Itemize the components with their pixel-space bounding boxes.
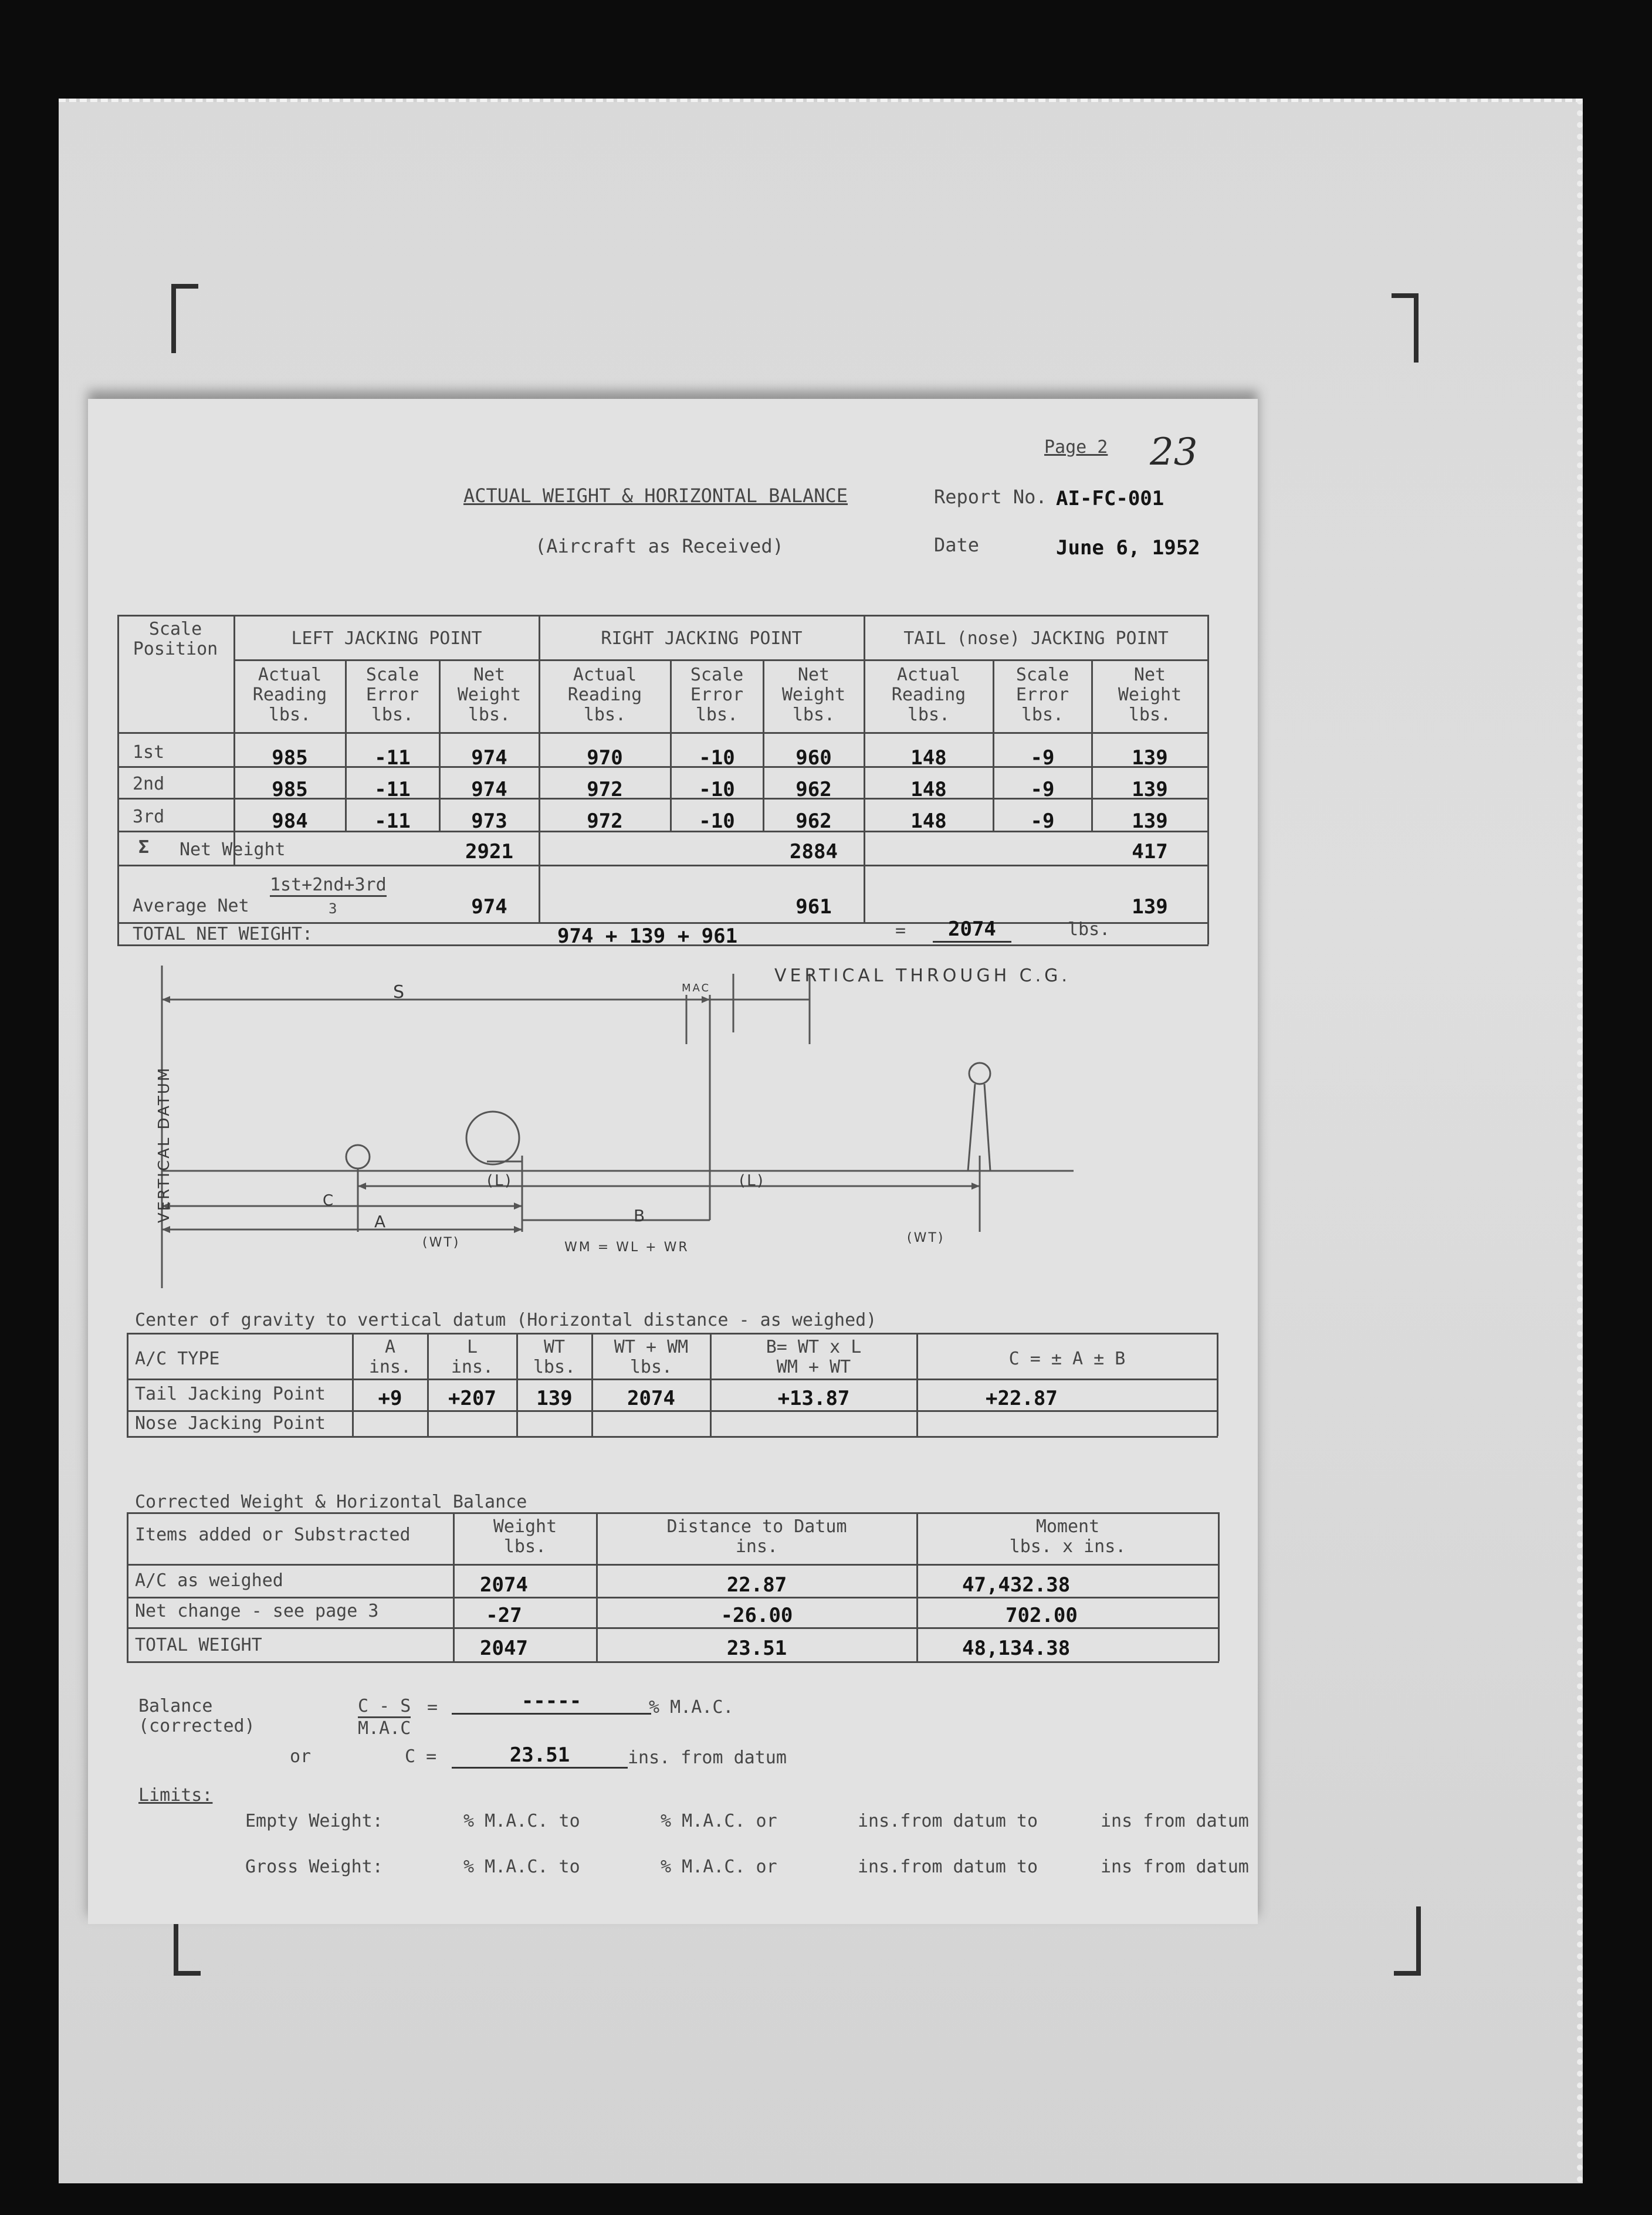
tail-net-2: 139 — [1132, 778, 1168, 801]
left-net-3: 973 — [471, 810, 507, 833]
limits-mac-to: % M.A.C. or — [661, 1857, 777, 1877]
total-net-weight-unit: lbs. — [1068, 919, 1111, 940]
subheader-scale-error: Scale Error lbs. — [690, 665, 744, 725]
corrected-weight-total: 2047 — [480, 1637, 528, 1660]
tail-wheel-circle — [346, 1145, 370, 1169]
subheader-actual-reading: Actual Reading lbs. — [567, 665, 642, 725]
cg-heading: Center of gravity to vertical datum (Horizontal distance - as weighed) — [135, 1310, 877, 1330]
main-wheel-circle — [466, 1112, 519, 1164]
balance-pct-mac: % M.A.C. — [649, 1697, 734, 1718]
balance-equals: = — [427, 1697, 438, 1718]
cg-a-value: +9 — [378, 1387, 402, 1410]
average-divisor: 3 — [329, 900, 337, 917]
balance-mac-denominator: M.A.C — [358, 1718, 411, 1739]
cg-col-b-formula: B= WT x L WM + WT — [766, 1337, 862, 1377]
report-sheet — [88, 399, 1258, 1924]
date-label: Date — [934, 534, 980, 556]
limits-mac-to: % M.A.C. or — [661, 1811, 777, 1831]
limits-label: Limits: — [138, 1785, 213, 1806]
subheader-net-weight: Net Weight lbs. — [781, 665, 846, 725]
page-number: Page 2 — [1044, 437, 1108, 458]
row-position: 1st — [133, 742, 165, 763]
balance-label: Balance — [138, 1696, 213, 1716]
cg-col-a: A ins. — [368, 1337, 412, 1377]
limits-datum-from: ins.from datum to — [858, 1811, 1038, 1831]
left-net-sum: 2921 — [465, 840, 513, 863]
cg-row-label: Tail Jacking Point — [135, 1384, 326, 1404]
subheader-net-weight: Net Weight lbs. — [1118, 665, 1182, 725]
handwritten-page-number: 23 — [1150, 431, 1198, 474]
subheader-scale-error: Scale Error lbs. — [365, 665, 419, 725]
vertical-through-cg-label: VERTICAL THROUGH C.G. — [774, 966, 1071, 986]
right-error-3: -10 — [699, 810, 735, 833]
tail-error-2: -9 — [1030, 778, 1055, 801]
limits-mac-from: % M.A.C. to — [463, 1811, 580, 1831]
cg-l-value: +207 — [448, 1387, 496, 1410]
total-net-weight-label: TOTAL NET WEIGHT: — [133, 924, 313, 944]
total-net-weight-value: 2074 — [933, 917, 1011, 943]
balance-or: or — [290, 1746, 312, 1767]
tail-jacking-header: TAIL (nose) JACKING POINT — [903, 628, 1169, 649]
report-number: AI-FC-001 — [1056, 487, 1164, 510]
corrected-col-moment: Moment lbs. x ins. — [1009, 1516, 1126, 1557]
right-net-1: 960 — [795, 746, 832, 770]
cg-wt-wm-value: 2074 — [627, 1387, 675, 1410]
right-net-2: 962 — [795, 778, 832, 801]
right-average: 961 — [795, 895, 832, 919]
cg-row-label: Nose Jacking Point — [135, 1413, 326, 1434]
sum-symbol: Σ — [138, 837, 150, 858]
tail-average: 139 — [1132, 895, 1168, 919]
cg-wt-value: 139 — [536, 1387, 573, 1410]
nose-wheel-circle — [969, 1063, 990, 1084]
limits-datum-to: ins from datum — [1101, 1857, 1249, 1877]
left-net-1: 974 — [471, 746, 507, 770]
tail-error-1: -9 — [1030, 746, 1055, 770]
left-error-3: -11 — [374, 810, 411, 833]
tail-error-3: -9 — [1030, 810, 1055, 833]
dim-label-l1: (L) — [487, 1172, 513, 1190]
balance-c-value: 23.51 — [452, 1743, 628, 1769]
label-wt-nose: (WT) — [907, 1231, 945, 1245]
cg-col-wt: WT lbs. — [533, 1337, 576, 1377]
average-formula: 1st+2nd+3rd — [270, 875, 387, 897]
total-net-weight-formula: 974 + 139 + 961 — [557, 924, 738, 948]
corrected-weight-1: 2074 — [480, 1573, 528, 1597]
left-error-1: -11 — [374, 746, 411, 770]
dim-label-a: A — [374, 1212, 388, 1231]
left-actual-1: 985 — [272, 746, 308, 770]
tail-net-sum: 417 — [1132, 840, 1168, 863]
corrected-col-items: Items added or Substracted — [135, 1525, 411, 1545]
limits-mac-from: % M.A.C. to — [463, 1857, 580, 1877]
left-actual-3: 984 — [272, 810, 308, 833]
crop-mark-bottom-right — [1394, 1906, 1421, 1976]
right-actual-1: 970 — [587, 746, 623, 770]
subheader-net-weight: Net Weight lbs. — [457, 665, 522, 725]
right-error-1: -10 — [699, 746, 735, 770]
corrected-col-weight: Weight lbs. — [493, 1516, 557, 1557]
right-jacking-header: RIGHT JACKING POINT — [601, 628, 803, 649]
limits-row-name: Gross Weight: — [245, 1857, 383, 1877]
dim-label-c: C — [323, 1192, 336, 1210]
dim-label-l2: (L) — [739, 1172, 765, 1190]
corrected-row-label: A/C as weighed — [135, 1570, 283, 1591]
left-actual-2: 985 — [272, 778, 308, 801]
balance-mac-value: ----- — [452, 1689, 651, 1715]
report-date: June 6, 1952 — [1056, 536, 1200, 560]
cg-col-c-formula: C = ± A ± B — [1008, 1349, 1126, 1369]
corrected-weight-2: -27 — [486, 1604, 522, 1627]
tail-net-1: 139 — [1132, 746, 1168, 770]
label-wt-tail: (WT) — [422, 1235, 461, 1250]
label-wm: WM = WL + WR — [564, 1240, 689, 1255]
right-actual-2: 972 — [587, 778, 623, 801]
right-net-3: 962 — [795, 810, 832, 833]
dim-label-b: B — [634, 1206, 647, 1225]
left-error-2: -11 — [374, 778, 411, 801]
right-net-sum: 2884 — [790, 840, 838, 863]
left-jacking-header: LEFT JACKING POINT — [291, 628, 482, 649]
average-net-label: Average Net — [133, 896, 249, 916]
subheader-scale-error: Scale Error lbs. — [1015, 665, 1069, 725]
row-position: 2nd — [133, 774, 165, 794]
limits-datum-to: ins from datum — [1101, 1811, 1249, 1831]
balance-c-unit: ins. from datum — [628, 1747, 787, 1768]
corrected-heading: Corrected Weight & Horizontal Balance — [135, 1492, 527, 1512]
balance-c-minus-s: C - S — [358, 1696, 411, 1718]
corrected-distance-1: 22.87 — [726, 1573, 787, 1597]
page-title: ACTUAL WEIGHT & HORIZONTAL BALANCE — [463, 485, 848, 507]
scale-position-header: Scale Position — [133, 619, 218, 659]
corrected-col-distance: Distance to Datum ins. — [666, 1516, 847, 1557]
left-average: 974 — [471, 895, 507, 919]
crop-mark-top-left — [171, 284, 198, 353]
corrected-distance-2: -26.00 — [720, 1604, 793, 1627]
left-net-2: 974 — [471, 778, 507, 801]
limits-row-name: Empty Weight: — [245, 1811, 383, 1831]
cg-col-wt-wm: WT + WM lbs. — [614, 1337, 689, 1377]
net-weight-sum-label: Net Weight — [180, 839, 286, 860]
right-error-2: -10 — [699, 778, 735, 801]
corrected-moment-total: 48,134.38 — [962, 1637, 1071, 1660]
cg-col-l: L ins. — [451, 1337, 494, 1377]
vertical-datum-label: VERTICAL DATUM — [155, 1066, 173, 1223]
corrected-moment-2: 702.00 — [1006, 1604, 1078, 1627]
cg-b-value: +13.87 — [777, 1387, 850, 1410]
cg-c-value: +22.87 — [986, 1387, 1058, 1410]
corrected-row-label: TOTAL WEIGHT — [135, 1635, 262, 1655]
dim-label-mac: MAC — [682, 982, 711, 994]
corrected-distance-total: 23.51 — [726, 1637, 787, 1660]
subheader-actual-reading: Actual Reading lbs. — [891, 665, 966, 725]
page-subtitle: (Aircraft as Received) — [535, 535, 784, 557]
report-label: Report No. — [934, 486, 1047, 508]
tail-actual-2: 148 — [910, 778, 947, 801]
balance-corrected-label: (corrected) — [138, 1716, 255, 1736]
limits-datum-from: ins.from datum to — [858, 1857, 1038, 1877]
balance-c-equals: C = — [405, 1746, 437, 1767]
total-equals: = — [895, 920, 906, 941]
corrected-moment-1: 47,432.38 — [962, 1573, 1071, 1597]
subheader-actual-reading: Actual Reading lbs. — [252, 665, 327, 725]
cg-col-ac-type: A/C TYPE — [135, 1349, 220, 1369]
right-actual-3: 972 — [587, 810, 623, 833]
dim-label-s: S — [393, 982, 407, 1002]
crop-mark-top-right — [1392, 293, 1419, 363]
row-position: 3rd — [133, 807, 165, 827]
tail-actual-1: 148 — [910, 746, 947, 770]
tail-actual-3: 148 — [910, 810, 947, 833]
corrected-row-label: Net change - see page 3 — [135, 1601, 379, 1621]
tail-net-3: 139 — [1132, 810, 1168, 833]
